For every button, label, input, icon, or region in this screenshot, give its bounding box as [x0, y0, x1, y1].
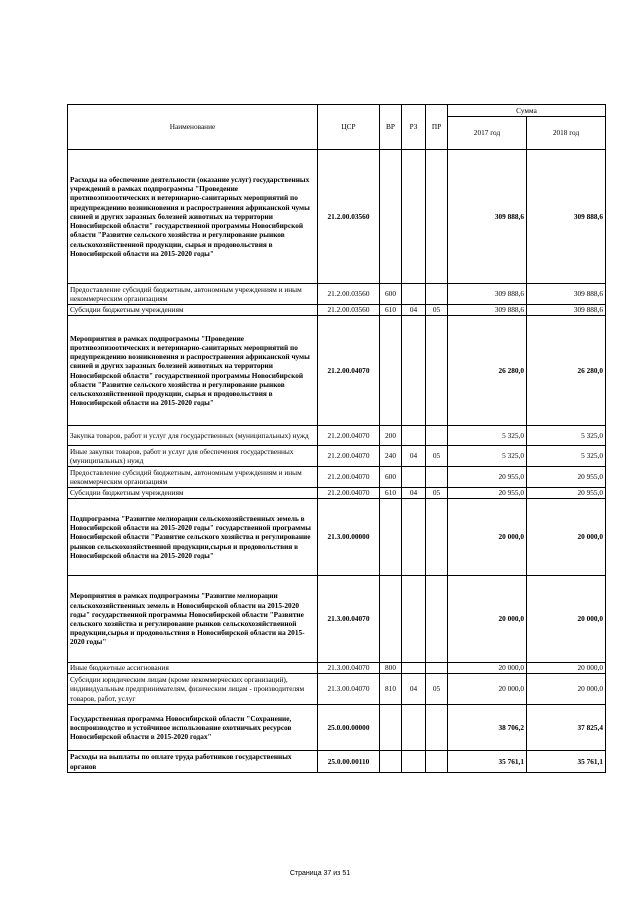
row-csr: 21.3.00.00000 [318, 499, 380, 576]
row-2018: 35 761,1 [527, 751, 606, 773]
row-csr: 21.2.00.04070 [318, 316, 380, 426]
row-2017: 5 325,0 [448, 446, 527, 467]
row-2018: 37 825,4 [527, 705, 606, 751]
row-vr [380, 150, 402, 284]
row-vr [380, 576, 402, 663]
header-pr: ПР [426, 105, 448, 150]
row-2018: 26 280,0 [527, 316, 606, 426]
row-rz: 04 [402, 446, 426, 467]
header-rz: РЗ [402, 105, 426, 150]
row-2017: 5 325,0 [448, 426, 527, 446]
row-rz [402, 663, 426, 674]
table-row [68, 499, 606, 576]
row-csr: 21.2.00.03560 [318, 305, 380, 316]
row-2017: 20 000,0 [448, 663, 527, 674]
row-csr: 21.2.00.03560 [318, 284, 380, 305]
row-csr: 21.3.00.04070 [318, 576, 380, 663]
row-vr: 610 [380, 305, 402, 316]
row-2017: 309 888,6 [448, 284, 527, 305]
row-vr: 200 [380, 426, 402, 446]
row-vr [380, 751, 402, 773]
row-2018: 5 325,0 [527, 426, 606, 446]
row-2017: 20 000,0 [448, 499, 527, 576]
row-pr [426, 467, 448, 488]
row-name: Субсидии бюджетным учреждениям [68, 488, 318, 499]
row-csr: 21.3.00.04070 [318, 674, 380, 705]
row-vr [380, 705, 402, 751]
row-rz [402, 426, 426, 446]
row-name: Субсидии юридическим лицам (кроме некоммерческих организаций), индивидуальным предпринимателям, физическим лицам - производителям товаров, работ, услуг [68, 674, 318, 705]
row-name: Предоставление субсидий бюджетным, автономным учреждениям и иным некоммерческим организациям [68, 467, 318, 488]
row-name: Мероприятия в рамках подпрограммы "Проведение противоэпизоотических и ветеринарно-санитарных мероприятий по предупреждению возникновения и распространения африканской чумы свиней и других заразных болезней животных на территории Новосибирской области" государственной программы Новосибирской области "Развитие сельского хозяйства и регулирование рынков сельскохозяйственной продукции, сырья и продовольствия в Новосибирской области на 2015-2020 годы" [68, 316, 318, 426]
row-rz [402, 284, 426, 305]
row-2018: 20 000,0 [527, 499, 606, 576]
row-csr: 21.3.00.04070 [318, 663, 380, 674]
row-vr [380, 316, 402, 426]
row-vr [380, 499, 402, 576]
row-2018: 309 888,6 [527, 305, 606, 316]
row-2018: 20 955,0 [527, 488, 606, 499]
row-pr: 05 [426, 488, 448, 499]
row-pr: 05 [426, 674, 448, 705]
row-pr [426, 705, 448, 751]
row-csr: 21.2.00.04070 [318, 488, 380, 499]
row-name: Иные закупки товаров, работ и услуг для обеспечения государственных (муниципальных) нужд [68, 446, 318, 467]
row-2018: 20 000,0 [527, 576, 606, 663]
row-2018: 20 000,0 [527, 663, 606, 674]
row-rz [402, 751, 426, 773]
header-sum: Сумма [448, 105, 606, 117]
row-csr: 21.2.00.04070 [318, 426, 380, 446]
row-name: Субсидии бюджетным учреждениям [68, 305, 318, 316]
row-name: Закупка товаров, работ и услуг для государственных (муниципальных) нужд [68, 426, 318, 446]
row-rz [402, 150, 426, 284]
row-2017: 35 761,1 [448, 751, 527, 773]
table-row [68, 150, 606, 284]
table-row [68, 426, 606, 446]
header-name: Наименование [68, 105, 318, 150]
row-csr: 21.2.00.04070 [318, 446, 380, 467]
row-2017: 26 280,0 [448, 316, 527, 426]
row-pr [426, 751, 448, 773]
row-vr: 610 [380, 488, 402, 499]
row-name: Иные бюджетные ассигнования [68, 663, 318, 674]
table-row [68, 751, 606, 773]
row-vr: 810 [380, 674, 402, 705]
row-rz [402, 316, 426, 426]
row-pr: 05 [426, 305, 448, 316]
row-pr: 05 [426, 446, 448, 467]
header-vr: ВР [380, 105, 402, 150]
table-row [68, 674, 606, 705]
row-2017: 20 000,0 [448, 576, 527, 663]
row-rz [402, 705, 426, 751]
row-rz: 04 [402, 305, 426, 316]
row-csr: 21.2.00.04070 [318, 467, 380, 488]
header-2017: 2017 год [448, 117, 527, 150]
header-2018: 2018 год [527, 117, 606, 150]
row-pr [426, 284, 448, 305]
row-rz [402, 576, 426, 663]
row-2018: 20 955,0 [527, 467, 606, 488]
row-2017: 20 955,0 [448, 467, 527, 488]
row-rz [402, 499, 426, 576]
table-row [68, 488, 606, 499]
row-name: Государственная программа Новосибирской области "Сохранение, воспроизводство и устойчивое использование охотничьих ресурсов Новосибирской области в 2015-2020 годах" [68, 705, 318, 751]
row-csr: 21.2.00.03560 [318, 150, 380, 284]
row-2017: 309 888,6 [448, 150, 527, 284]
row-name: Мероприятия в рамках подпрограммы "Развитие мелиорации сельскохозяйственных земель в Новосибирской области на 2015-2020 годы" государственной программы Новосибирской области "Развитие сельского хозяйства и регулирование рынков сельскохозяйственной продукции,сырья и продовольствия в Новосибирской области на 2015-2020 годы" [68, 576, 318, 663]
row-pr [426, 316, 448, 426]
budget-table [67, 104, 606, 773]
table-row [68, 316, 606, 426]
row-pr [426, 663, 448, 674]
row-vr: 600 [380, 284, 402, 305]
row-vr: 600 [380, 467, 402, 488]
row-2018: 309 888,6 [527, 150, 606, 284]
row-pr [426, 499, 448, 576]
row-pr [426, 576, 448, 663]
row-2017: 20 000,0 [448, 674, 527, 705]
row-2018: 5 325,0 [527, 446, 606, 467]
table-row [68, 467, 606, 488]
row-name: Расходы на выплаты по оплате труда работников государственных органов [68, 751, 318, 773]
row-2017: 309 888,6 [448, 305, 527, 316]
row-2018: 309 888,6 [527, 284, 606, 305]
row-csr: 25.0.00.00110 [318, 751, 380, 773]
row-pr [426, 426, 448, 446]
page-number: Страница 37 из 51 [289, 870, 351, 877]
row-2017: 38 706,2 [448, 705, 527, 751]
row-vr: 240 [380, 446, 402, 467]
row-name: Расходы на обеспечение деятельности (оказание услуг) государственных учреждений в рамках подпрограммы "Проведение противоэпизоотических и ветеринарно-санитарных мероприятий по предупреждению возникновения и распространения африканской чумы свиней и других заразных болезней животных на территории Новосибирской области" государственной программы Новосибирской области "Развитие сельского хозяйства и регулирование рынков сельскохозяйственной продукции, сырья и продовольствия в Новосибирской области на 2015-2020 годы" [68, 150, 318, 284]
row-name: Предоставление субсидий бюджетным, автономным учреждениям и иным некоммерческим организациям [68, 284, 318, 305]
table-row [68, 305, 606, 316]
header-csr: ЦСР [318, 105, 380, 150]
row-name: Подпрограмма "Развитие мелиорации сельскохозяйственных земель в Новосибирской области на 2015-2020 годы" государственной программы Новосибирской области "Развитие сельского хозяйства и регулирование рынков сельскохозяйственной продукции,сырья и продовольствия в Новосибирской области на 2015-2020 годы" [68, 499, 318, 576]
row-rz: 04 [402, 674, 426, 705]
table-row [68, 284, 606, 305]
row-pr [426, 150, 448, 284]
row-rz: 04 [402, 488, 426, 499]
row-rz [402, 467, 426, 488]
table-row [68, 663, 606, 674]
row-csr: 25.0.00.00000 [318, 705, 380, 751]
table-row [68, 576, 606, 663]
table-row [68, 446, 606, 467]
row-2017: 20 955,0 [448, 488, 527, 499]
row-vr: 800 [380, 663, 402, 674]
row-2018: 20 000,0 [527, 674, 606, 705]
table-row [68, 705, 606, 751]
